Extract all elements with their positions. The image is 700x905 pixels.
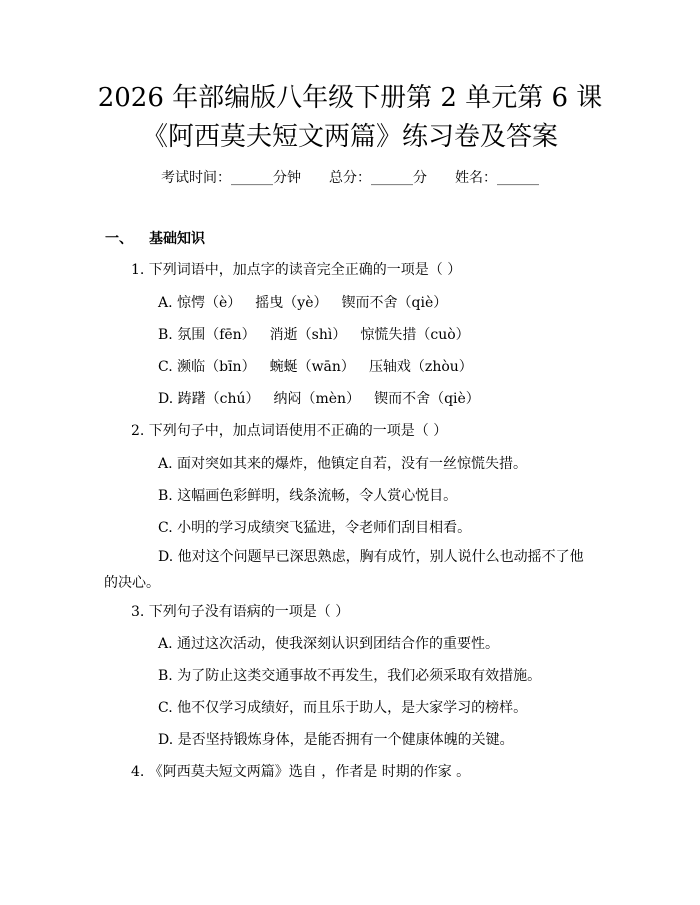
exam-meta-row <box>0 168 700 188</box>
option-part: A. 惊愕（è） <box>158 295 242 311</box>
option-part: 锲而不舍（qiè） <box>374 391 480 407</box>
option-part: 压轴戏（zhòu） <box>368 359 473 375</box>
document-title-line-1: 2026 年部编版八年级下册第 2 单元第 6 课 <box>97 83 603 113</box>
option-part: 蜿蜒（wān） <box>269 359 355 375</box>
option-part: D. 踌躇（chú） <box>158 391 260 407</box>
question-4-stem: 4. 《阿西莫夫短文两篇》选自 ，作者是 时期的作家 。 <box>131 764 471 780</box>
question-3-option-b: B. 为了防止这类交通事故不再发生，我们必须采取有效措施。 <box>158 668 542 684</box>
document-title-line-2: 《阿西莫夫短文两篇》练习卷及答案 <box>141 122 558 152</box>
section-number: 一、 <box>105 231 133 247</box>
question-3-stem: 3. 下列句子没有语病的一项是（ ） <box>131 604 350 620</box>
option-part: 消逝（shì） <box>269 327 347 343</box>
exam-time-field: 考试时间：______分钟 <box>161 170 301 186</box>
question-2-stem: 2. 下列句子中，加点词语使用不正确的一项是（ ） <box>131 423 448 439</box>
question-2-option-b: B. 这幅画色彩鲜明，线条流畅，令人赏心悦目。 <box>158 488 458 504</box>
student-name-field: 姓名：______ <box>455 170 539 186</box>
option-part: 纳闷（mèn） <box>273 391 361 407</box>
question-3-option-a: A. 通过这次活动，使我深刻认识到团结合作的重要性。 <box>158 636 500 652</box>
question-3-option-d: D. 是否坚持锻炼身体，是能否拥有一个健康体魄的关键。 <box>158 732 514 748</box>
question-1-option-a <box>158 293 447 313</box>
question-1-option-b <box>158 325 470 345</box>
question-3-option-c: C. 他不仅学习成绩好，而且乐于助人，是大家学习的榜样。 <box>158 700 528 716</box>
option-part: C. 濒临（bīn） <box>158 359 256 375</box>
option-part: 摇曳（yè） <box>255 295 328 311</box>
question-1-option-c <box>158 357 473 377</box>
section-title: 基础知识 <box>149 231 205 247</box>
total-score-field: 总分：______分 <box>329 170 427 186</box>
question-2-option-c: C. 小明的学习成绩突飞猛进，令老师们刮目相看。 <box>158 520 472 536</box>
question-1-stem: 1. 下列词语中，加点字的读音完全正确的一项是（ ） <box>131 262 462 278</box>
question-2-option-d: D. 他对这个问题早已深思熟虑，胸有成竹，别人说什么也动摇不了他的决心。 <box>104 549 584 591</box>
question-1-option-d <box>158 389 480 409</box>
section-heading <box>105 229 205 249</box>
option-part: B. 氛围（fēn） <box>158 327 256 343</box>
question-2-option-a: A. 面对突如其来的爆炸，他镇定自若，没有一丝惊慌失措。 <box>158 456 528 472</box>
option-part: 锲而不舍（qiè） <box>341 295 448 311</box>
option-part: 惊慌失措（cuò） <box>360 327 470 343</box>
